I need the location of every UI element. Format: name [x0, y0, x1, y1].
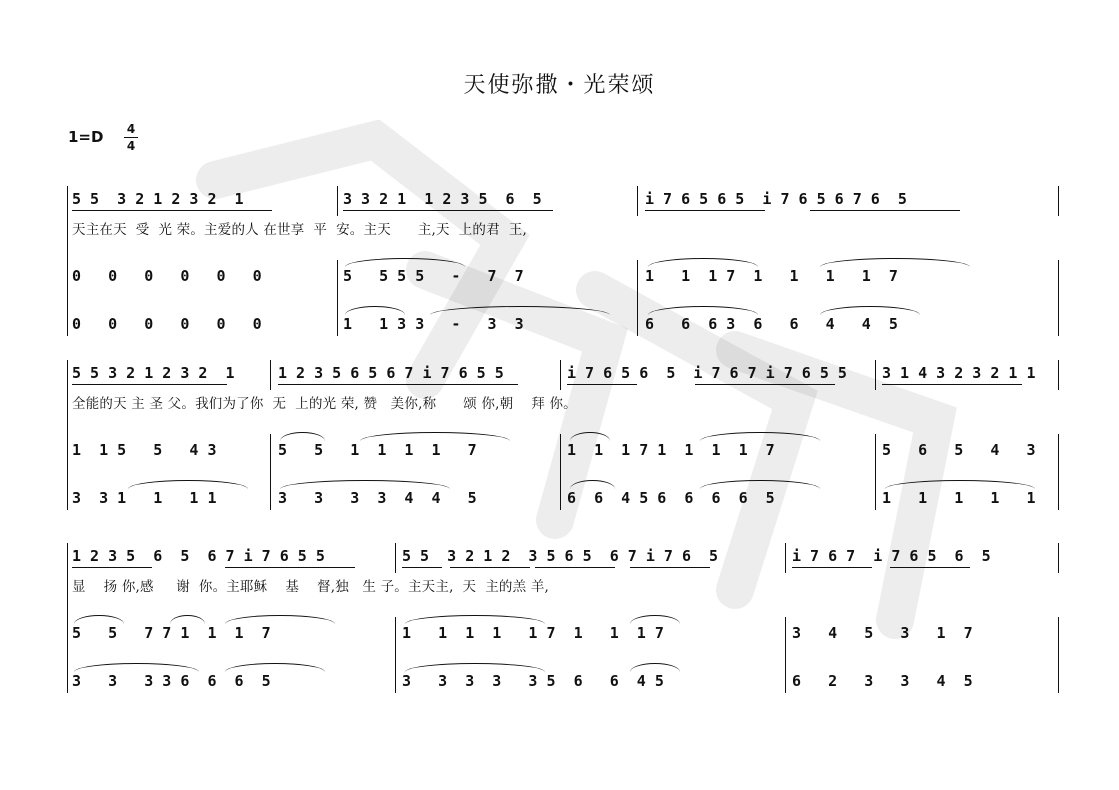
beam	[72, 384, 227, 385]
slur	[280, 432, 325, 441]
melody-measure-1: 5 5 3 2 1 2 3 2 1	[72, 190, 244, 208]
alto-measure-3: 3 4 5 3 1 7	[792, 624, 973, 642]
lyrics-line: 全能的天 主 圣 父。我们为了你 无 上的光 荣, 赞 美你,称 颂 你,朝 拜 你。	[72, 396, 577, 412]
melody-row	[0, 546, 1119, 566]
slur	[630, 663, 680, 672]
time-signature	[124, 122, 138, 153]
beam	[695, 384, 835, 385]
beam	[225, 567, 355, 568]
beam	[890, 567, 970, 568]
melody-measure-2: 3 3 2 1 1 2 3 5 6 5	[343, 190, 542, 208]
slur	[280, 480, 450, 489]
bass-measure-1: 3 3 1 1 1 1	[72, 489, 217, 507]
alto-measure-4: 5 6 5 4 3	[882, 441, 1036, 459]
slur	[405, 663, 545, 672]
alto-measure-2: 5 5 1 1 1 1 7	[278, 441, 477, 459]
lyrics-line: 显 扬 你,感 谢 你。主耶稣 基 督,独 生 子。主天主, 天 主的羔 羊,	[72, 579, 550, 595]
alto-measure-1: 1 1 5 5 4 3	[72, 441, 217, 459]
alto-measure-1: 0 0 0 0 0 0	[72, 267, 262, 285]
melody-measure-3: i 7 6 5 6 5 i 7 6 5 6 7 6 5	[645, 190, 907, 208]
beam	[792, 567, 872, 568]
slur	[648, 306, 758, 315]
lyrics-row	[0, 220, 1119, 240]
slur	[225, 663, 325, 672]
bass-measure-3: 6 6 4 5 6 6 6 6 5	[567, 489, 775, 507]
slur	[128, 480, 248, 489]
melody-measure-2: 5 5 3 2 1 2 3 5 6 5 6 7 i 7 6 5	[402, 547, 719, 565]
bass-measure-3: 6 6 6 3 6 6 4 4 5	[645, 315, 898, 333]
time-signature-top: 4	[126, 122, 136, 136]
slur	[820, 306, 920, 315]
time-signature-line	[124, 137, 138, 138]
beam	[882, 384, 1022, 385]
beam	[278, 384, 518, 385]
beam	[535, 567, 615, 568]
bass-measure-2: 3 3 3 3 4 4 5	[278, 489, 477, 507]
alto-measure-2: 1 1 1 1 1 7 1 1 1 7	[402, 624, 664, 642]
slur	[570, 432, 610, 441]
melody-row	[0, 189, 1119, 209]
lyrics-row	[0, 577, 1119, 597]
alto-measure-1: 5 5 7 7 1 1 1 7	[72, 624, 271, 642]
alto-measure-2: 5 5 5 5 - 7 7	[343, 267, 524, 285]
slur	[225, 615, 335, 624]
bass-measure-4: 1 1 1 1 1	[882, 489, 1036, 507]
beam	[402, 567, 442, 568]
beam	[72, 567, 152, 568]
slur	[74, 663, 199, 672]
slur	[170, 615, 205, 624]
alto-row	[0, 266, 1119, 286]
slur	[74, 615, 124, 624]
bass-row	[0, 488, 1119, 508]
slur	[630, 615, 680, 624]
slur	[345, 258, 465, 267]
beam	[630, 567, 710, 568]
lyrics-row	[0, 394, 1119, 414]
melody-measure-3: i 7 6 7 i 7 6 5 6 5	[792, 547, 991, 565]
slur	[345, 306, 405, 315]
bass-measure-3: 6 2 3 3 4 5	[792, 672, 973, 690]
song-title: 天使弥撒・光荣颂	[463, 73, 656, 98]
slur	[360, 432, 510, 441]
bass-row	[0, 671, 1119, 691]
bass-measure-1: 0 0 0 0 0 0	[72, 315, 262, 333]
slur	[700, 432, 820, 441]
bass-measure-1: 3 3 3 3 6 6 6 5	[72, 672, 271, 690]
alto-measure-3: 1 1 1 7 1 1 1 1 7	[567, 441, 775, 459]
slur	[570, 480, 615, 489]
beam	[645, 210, 765, 211]
beam	[567, 384, 637, 385]
melody-measure-1: 1 2 3 5 6 5 6 7 i 7 6 5 5	[72, 547, 325, 565]
slur	[405, 615, 545, 624]
beam	[810, 210, 960, 211]
lyrics-line: 天主在天 受 光 荣。主爱的人 在世享 平 安。主天 主,天 上的君 王,	[72, 222, 528, 238]
slur	[820, 258, 970, 267]
melody-measure-2: 1 2 3 5 6 5 6 7 i 7 6 5 5	[278, 364, 504, 382]
melody-measure-4: 3 1 4 3 2 3 2 1 1	[882, 364, 1036, 382]
alto-measure-3: 1 1 1 7 1 1 1 1 7	[645, 267, 898, 285]
beam	[343, 210, 553, 211]
melody-measure-1: 5 5 3 2 1 2 3 2 1	[72, 364, 235, 382]
key-signature: 1=D	[68, 128, 104, 146]
bass-row	[0, 314, 1119, 334]
melody-row	[0, 363, 1119, 383]
bass-measure-2: 1 1 3 3 - 3 3	[343, 315, 524, 333]
bass-measure-2: 3 3 3 3 3 5 6 6 4 5	[402, 672, 664, 690]
melody-measure-3: i 7 6 5 6 5 i 7 6 7 i 7 6 5 5	[567, 364, 847, 382]
slur	[648, 258, 758, 267]
beam	[450, 567, 530, 568]
beam	[72, 210, 272, 211]
time-signature-bottom: 4	[126, 139, 136, 153]
slur	[430, 306, 610, 315]
slur	[700, 480, 820, 489]
alto-row	[0, 440, 1119, 460]
alto-row	[0, 623, 1119, 643]
slur	[885, 480, 1035, 489]
